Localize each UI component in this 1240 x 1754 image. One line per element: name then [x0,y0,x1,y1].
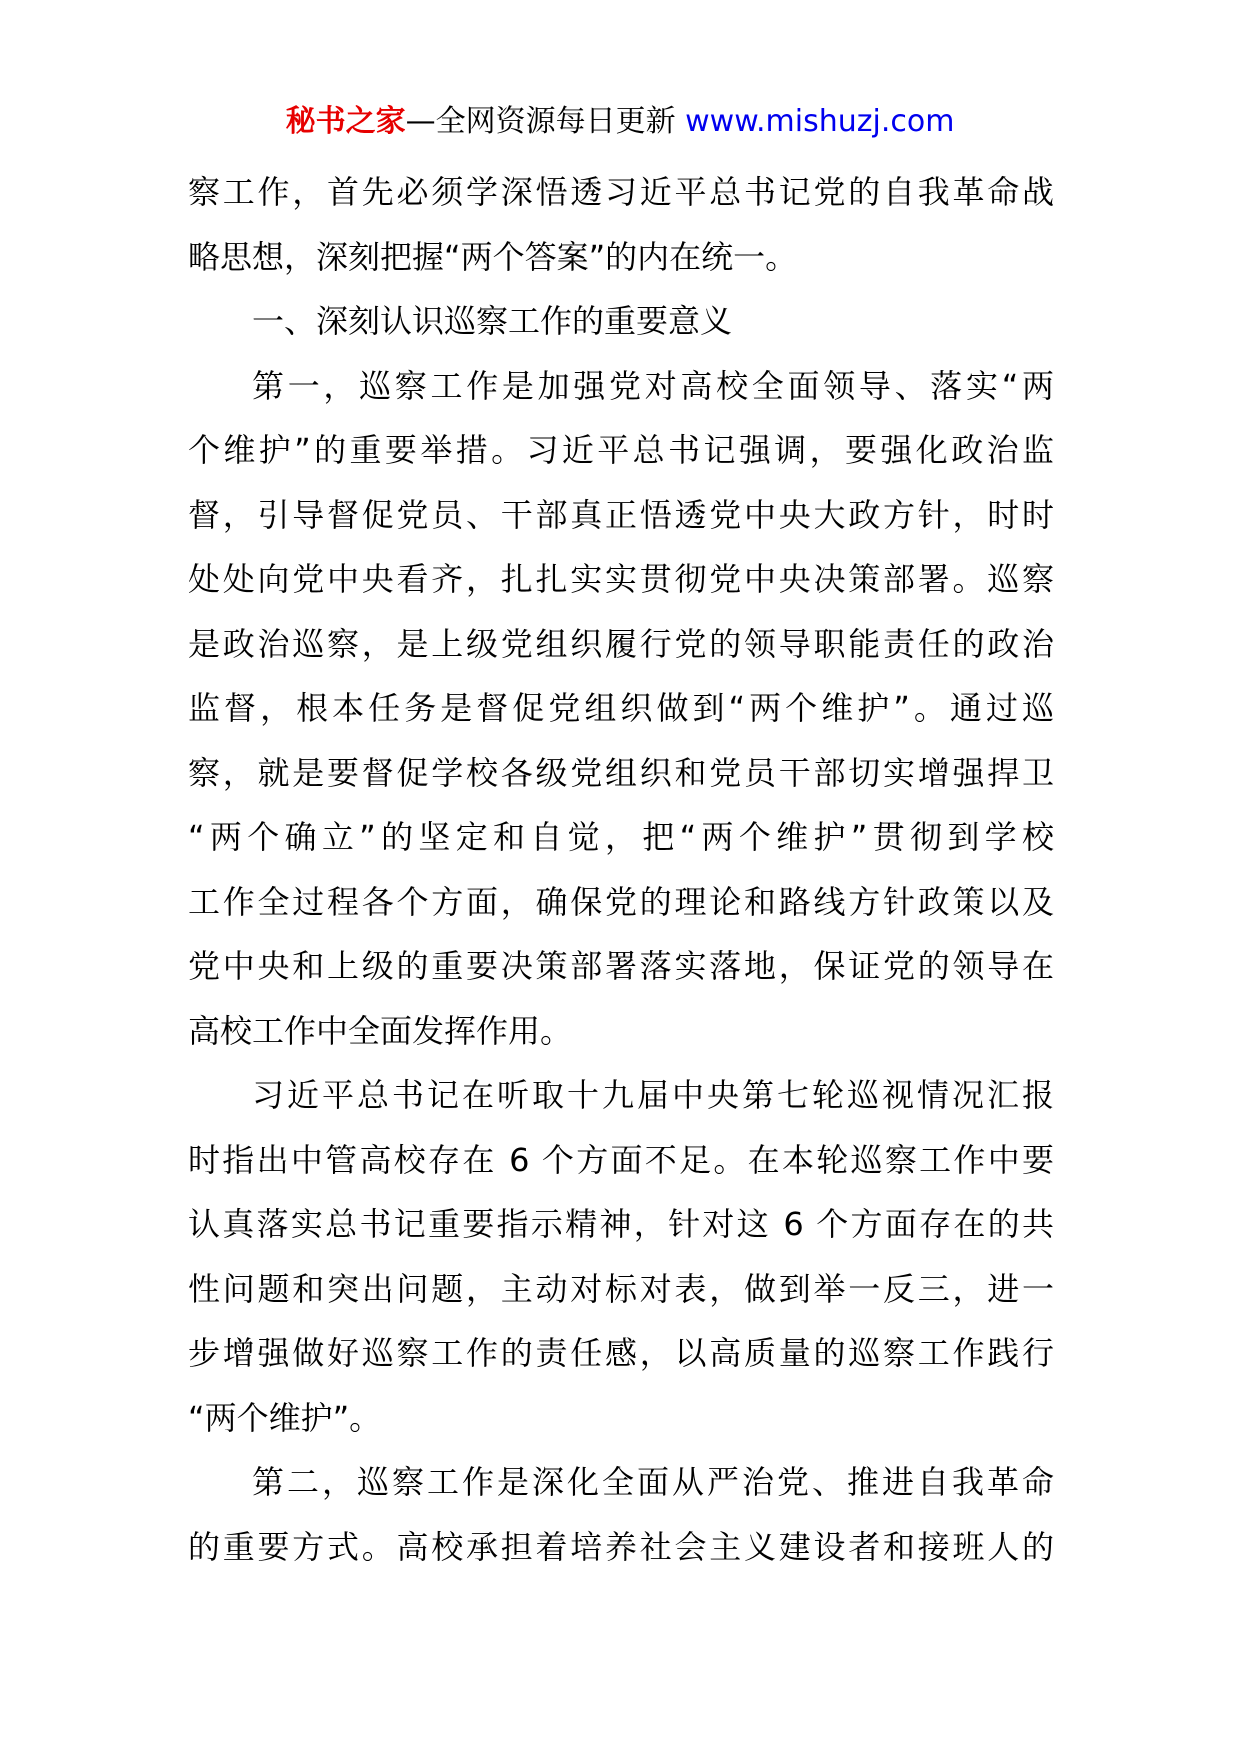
text-line: 工作全过程各个方面，确保党的理论和路线方针政策以及 [188,882,1054,921]
text-line: 第二，巡察工作是深化全面从严治党、推进自我革命 [252,1463,1054,1501]
text-line: 略思想，深刻把握“两个答案”的内在统一。 [188,237,798,276]
text-line: 督，引导督促党员、干部真正悟透党中央大政方针，时时 [188,495,1054,534]
site-header [0,100,1240,144]
text-line: 个维护”的重要举措。习近平总书记强调，要强化政治监 [188,431,1054,469]
text-line: 认真落实总书记重要指示精神，针对这 6 个方面存在的共 [188,1205,1054,1243]
text-line: 监督，根本任务是督促党组织做到“两个维护”。通过巡 [188,689,1054,727]
text-line: 高校工作中全面发挥作用。 [188,1011,573,1050]
text-line: 时指出中管高校存在 6 个方面不足。在本轮巡察工作中要 [188,1140,1054,1179]
section-heading: 一、深刻认识巡察工作的重要意义 [252,302,733,340]
brand-name: 秘书之家 [285,104,406,139]
text-line: “两个维护”。 [188,1398,382,1437]
text-line: 党中央和上级的重要决策部署落实落地，保证党的领导在 [188,947,1054,985]
text-line: 的重要方式。高校承担着培养社会主义建设者和接班人的 [188,1527,1054,1566]
text-line: 察，就是要督促学校各级党组织和党员干部切实增强捍卫 [188,753,1054,792]
text-line: 第一，巡察工作是加强党对高校全面领导、落实“两 [252,366,1054,405]
site-url-link[interactable]: www.mishuzj.com [685,104,955,139]
text-line: 察工作，首先必须学深悟透习近平总书记党的自我革命战 [188,173,1054,211]
header-tagline: —全网资源每日更新 [405,104,676,139]
text-line: 处处向党中央看齐，扎扎实实贯彻党中央决策部署。巡察 [188,560,1054,598]
text-line: 是政治巡察，是上级党组织履行党的领导职能责任的政治 [188,624,1054,663]
text-line: 步增强做好巡察工作的责任感，以高质量的巡察工作践行 [188,1334,1054,1372]
text-line: 性问题和突出问题，主动对标对表，做到举一反三，进一 [188,1269,1054,1308]
text-line: “两个确立”的坚定和自觉，把“两个维护”贯彻到学校 [188,818,1054,856]
text-line: 习近平总书记在听取十九届中央第七轮巡视情况汇报 [252,1076,1054,1114]
document-body [188,160,1054,1579]
